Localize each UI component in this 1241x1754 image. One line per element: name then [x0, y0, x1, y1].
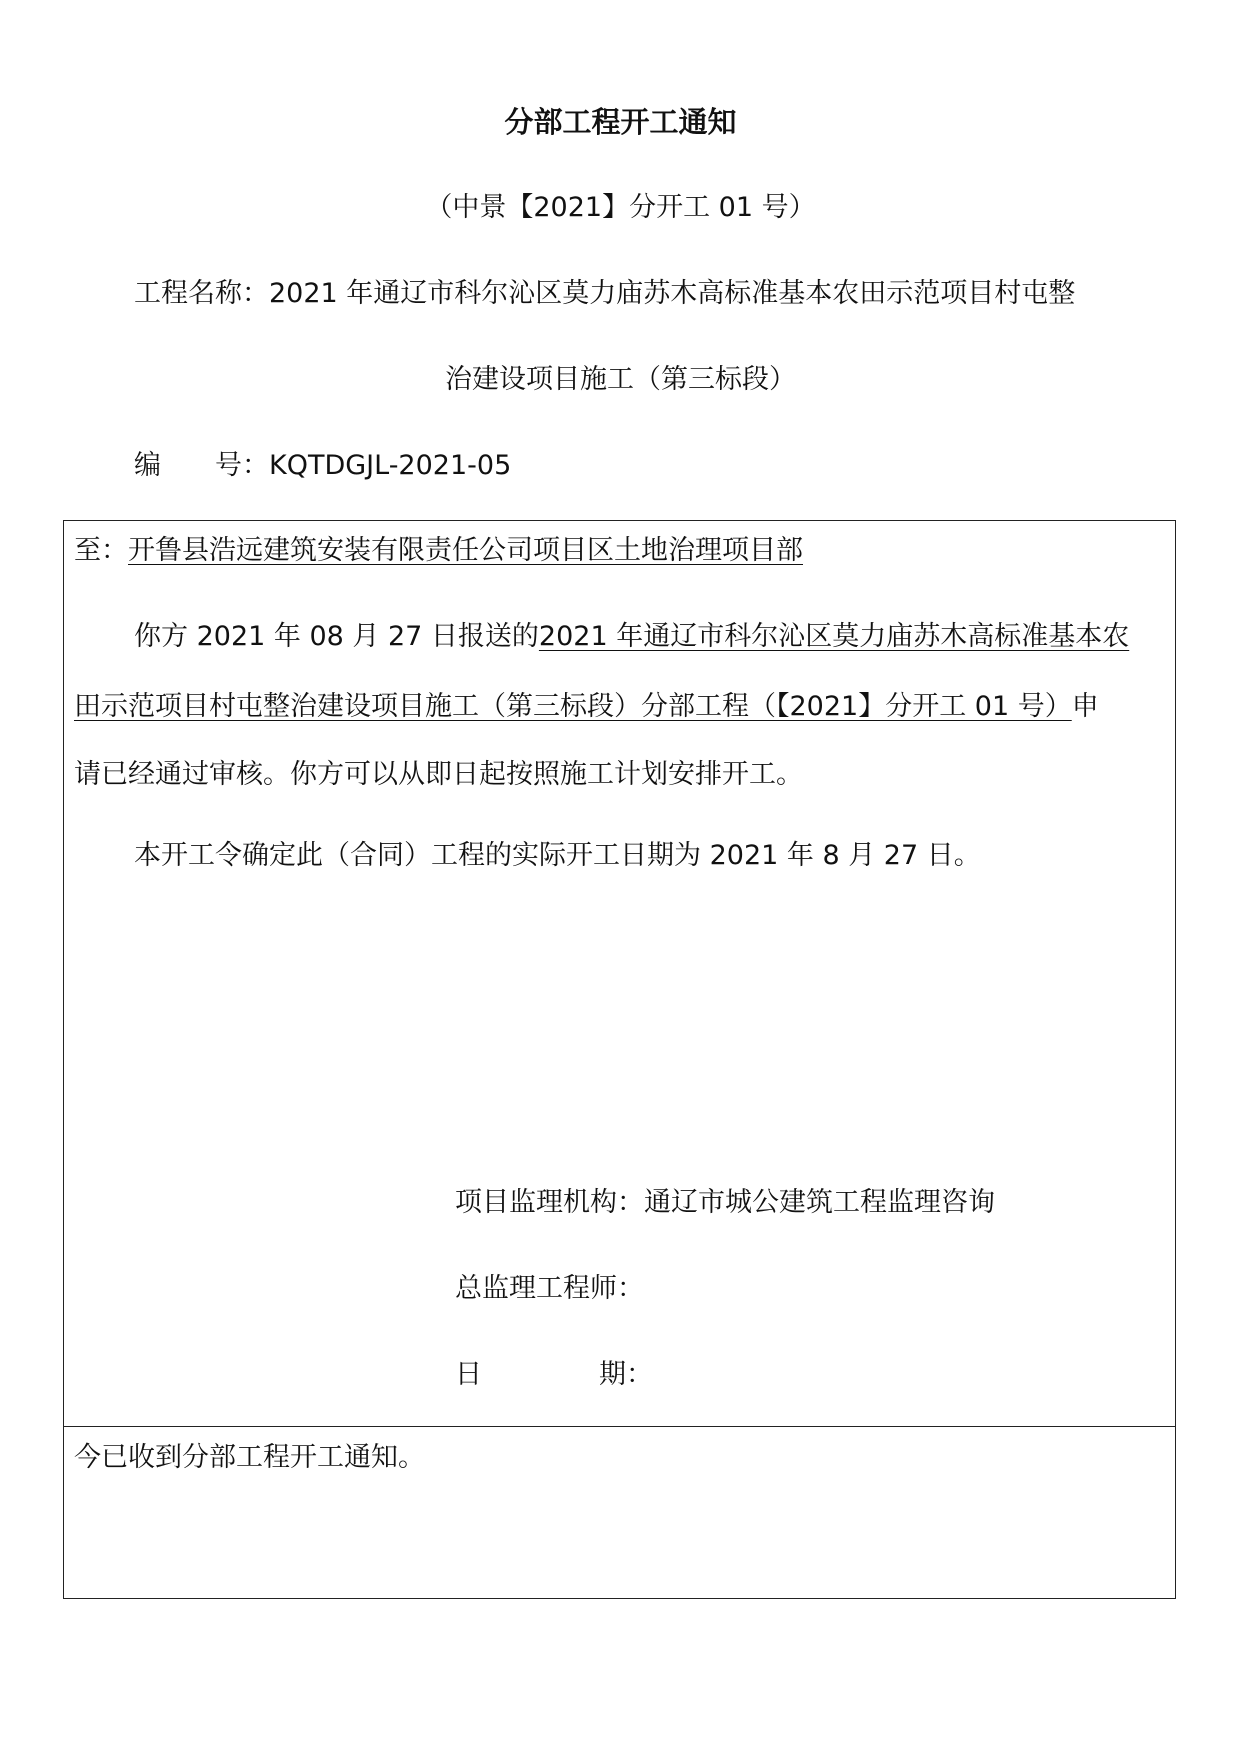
to-recipient: 开鲁县浩远建筑安装有限责任公司项目区土地治理项目部: [128, 535, 803, 566]
paragraph1-line2: [74, 689, 1099, 725]
paragraph2: 本开工令确定此（合同）工程的实际开工日期为 2021 年 8 月 27 日。: [134, 840, 981, 871]
notice-box: [63, 520, 1176, 1599]
date-label-right: 期：: [599, 1359, 653, 1390]
project-name-label: 工程名称：: [134, 278, 269, 309]
paragraph1-project-2: 田示范项目村屯整治建设项目施工（第三标段）分部工程（【2021】分开工 01 号）: [74, 691, 1072, 722]
paragraph1-line1: [134, 619, 1129, 655]
supervision-org-line: [455, 1185, 995, 1221]
paragraph1-project-1: 2021 年通辽市科尔沁区莫力庙苏木高标准基本农: [538, 621, 1130, 652]
paragraph1-line3: 请已经通过审核。你方可以从即日起按照施工计划安排开工。: [74, 759, 803, 790]
doc-number: （中景【2021】分开工 01 号）: [425, 192, 816, 223]
project-name-line1: [134, 276, 1075, 312]
supervision-org-label: 项目监理机构：: [455, 1187, 644, 1218]
receipt-divider: [63, 1426, 1176, 1427]
code-line: [134, 448, 511, 484]
project-name-value-1: 2021 年通辽市科尔沁区莫力庙苏木高标准基本农田示范项目村屯整: [269, 278, 1076, 309]
supervision-org-value: 通辽市城公建筑工程监理咨询: [644, 1187, 995, 1218]
date-label-left: 日: [455, 1359, 482, 1390]
project-name-line2: 治建设项目施工（第三标段）: [445, 364, 796, 395]
code-label: 编 号：: [134, 450, 269, 481]
receipt-text: 今已收到分部工程开工通知。: [74, 1442, 425, 1473]
page-title: 分部工程开工通知: [504, 105, 737, 139]
code-value: KQTDGJL-2021-05: [269, 450, 512, 481]
to-line: [74, 533, 803, 569]
paragraph1-prefix: 你方 2021 年 08 月 27 日报送的: [134, 621, 539, 652]
chief-engineer-label: 总监理工程师：: [455, 1273, 644, 1304]
to-label: 至：: [74, 535, 128, 566]
paragraph1-suffix: 申: [1071, 691, 1099, 722]
